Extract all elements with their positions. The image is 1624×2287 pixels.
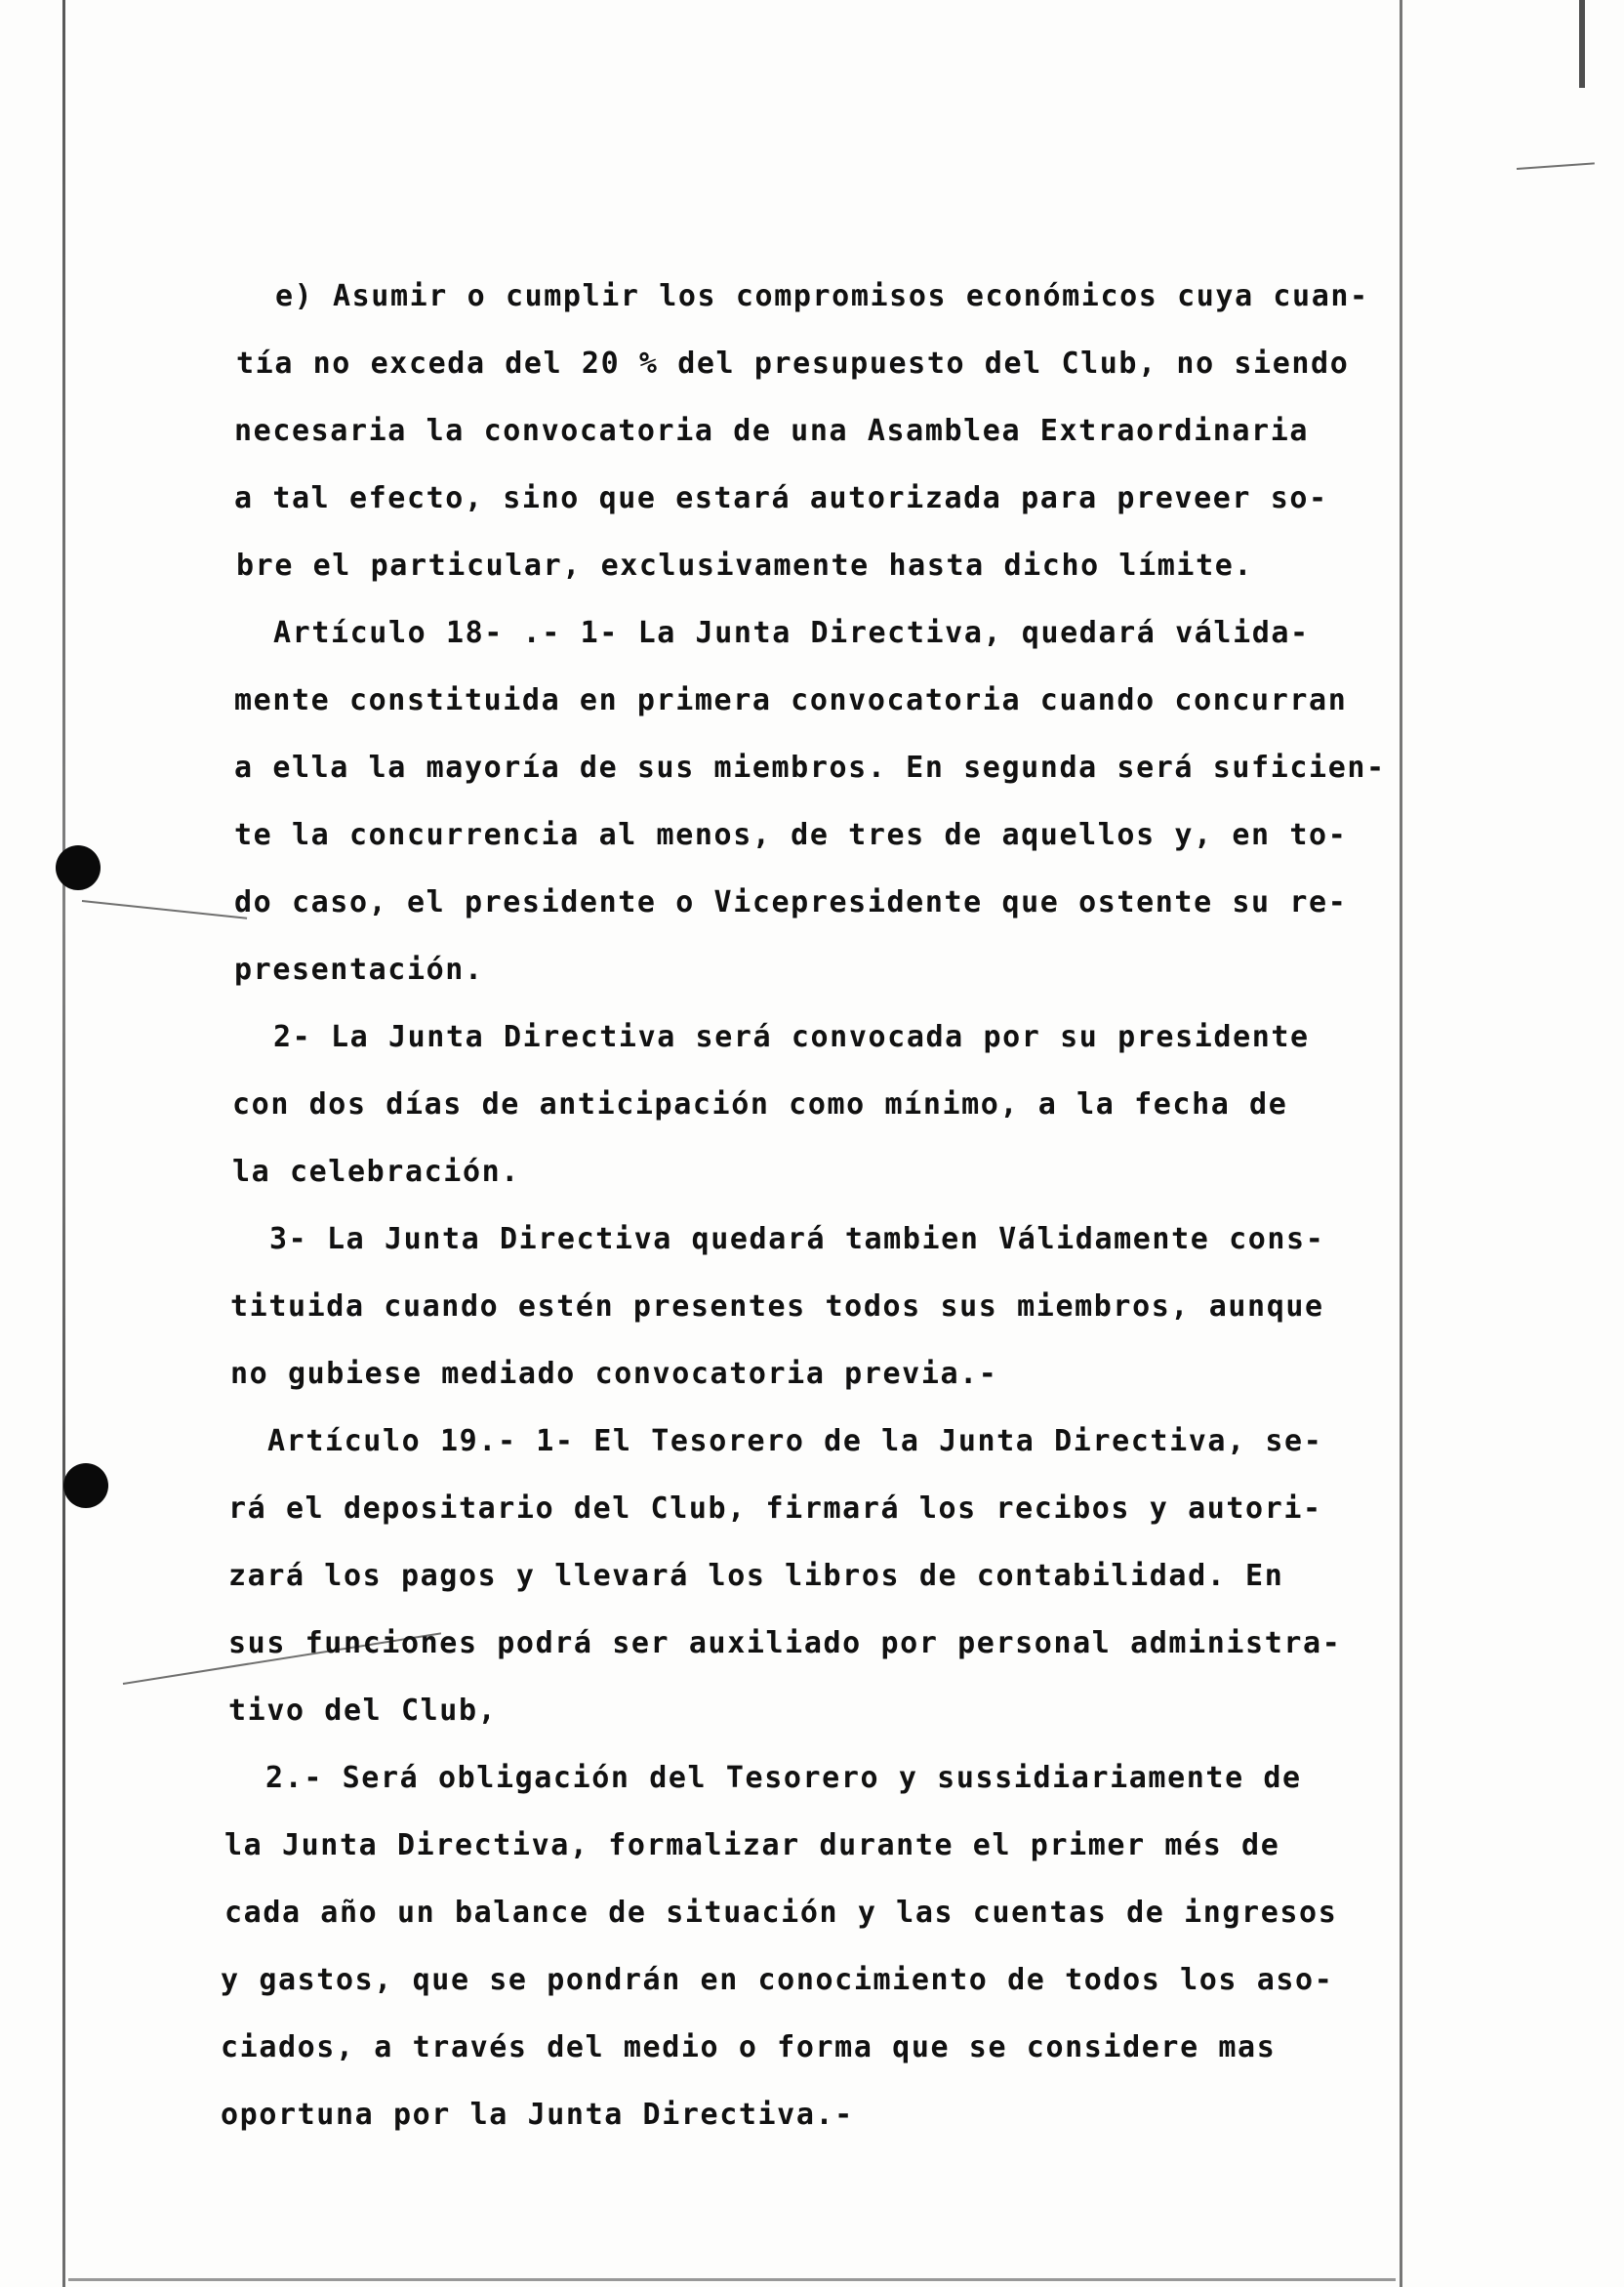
text-line: y gastos, que se pondrán en conocimiento de todos los aso- — [221, 1963, 1334, 1997]
text-line: tivo del Club, — [228, 1694, 498, 1728]
text-line: 3- La Junta Directiva quedará tambien Válidamente cons- — [269, 1222, 1325, 1256]
text-line: Artículo 18- .- 1- La Junta Directiva, quedará válida- — [273, 616, 1310, 650]
text-line: mente constituida en primera convocatoria cuando concurran — [234, 683, 1348, 717]
text-line: te la concurrencia al menos, de tres de aquellos y, en to- — [234, 818, 1348, 852]
text-line: e) Asumir o cumplir los compromisos económicos cuya cuan- — [275, 279, 1369, 313]
text-line: presentación. — [234, 953, 484, 987]
text-line: 2- La Junta Directiva será convocada por su presidente — [273, 1020, 1310, 1054]
text-line: zará los pagos y llevará los libros de contabilidad. En — [228, 1559, 1284, 1593]
text-line: do caso, el presidente o Vicepresidente que ostente su re- — [234, 885, 1348, 919]
text-line: a ella la mayoría de sus miembros. En segunda será suficien- — [234, 751, 1386, 785]
text-line: a tal efecto, sino que estará autorizada para preveer so- — [234, 481, 1328, 515]
text-line: 2.- Será obligación del Tesorero y sussidiariamente de — [265, 1761, 1302, 1795]
text-line: tía no exceda del 20 % del presupuesto del Club, no siendo — [236, 347, 1350, 381]
text-line: no gubiese mediado convocatoria previa.- — [230, 1357, 998, 1391]
text-line: ciados, a través del medio o forma que se considere mas — [221, 2030, 1277, 2064]
text-line: cada año un balance de situación y las cuentas de ingresos — [224, 1896, 1338, 1930]
text-line: la celebración. — [232, 1155, 520, 1189]
text-line: con dos días de anticipación como mínimo, a la fecha de — [232, 1087, 1288, 1122]
text-line: rá el depositario del Club, firmará los recibos y autori- — [228, 1491, 1322, 1526]
text-line: Artículo 19.- 1- El Tesorero de la Junta Directiva, se- — [267, 1424, 1323, 1458]
text-line: oportuna por la Junta Directiva.- — [221, 2098, 854, 2132]
text-line: la Junta Directiva, formalizar durante el primer més de — [224, 1828, 1280, 1862]
text-line: necesaria la convocatoria de una Asamblea Extraordinaria — [234, 414, 1310, 448]
text-line: bre el particular, exclusivamente hasta dicho límite. — [236, 549, 1254, 583]
text-line: sus funciones podrá ser auxiliado por personal administra- — [228, 1626, 1342, 1660]
text-line: tituida cuando estén presentes todos sus miembros, aunque — [230, 1289, 1324, 1324]
